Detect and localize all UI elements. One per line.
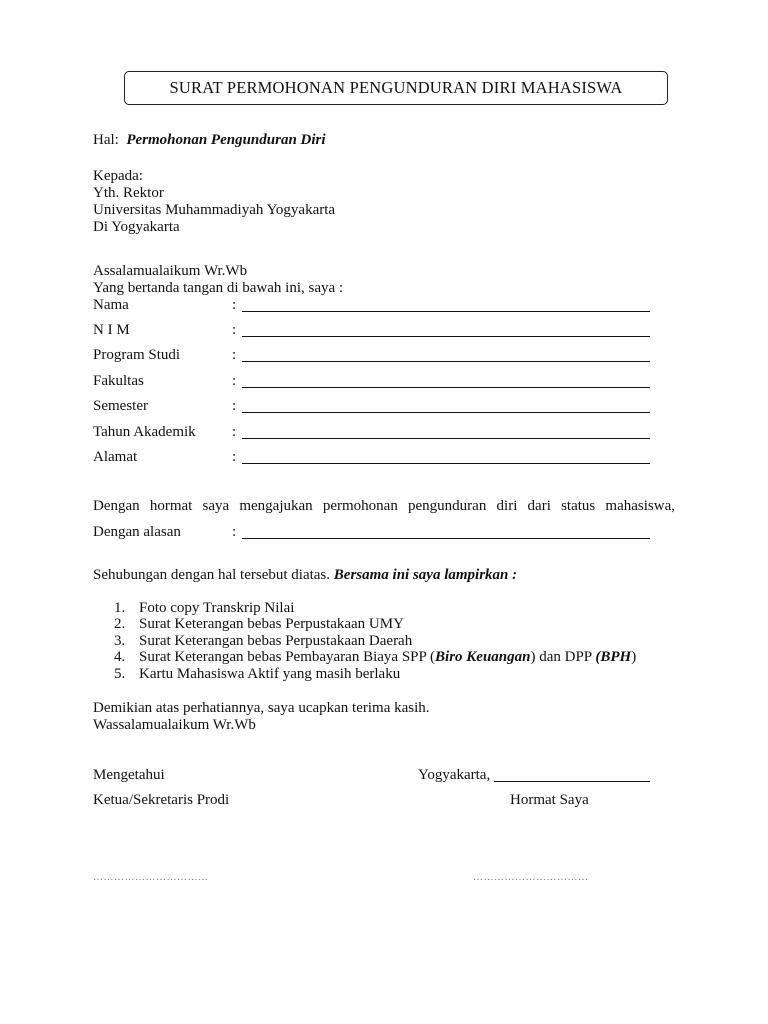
- field-label-fakultas: Fakultas: [93, 373, 144, 389]
- subject-label: Hal:: [93, 132, 119, 148]
- subject-line: [93, 132, 326, 149]
- letter-title: SURAT PERMOHONAN PENGUNDURAN DIRI MAHASISWA: [169, 78, 623, 97]
- field-label-tahun-akademik: Tahun Akademik: [93, 424, 196, 440]
- field-colon: :: [232, 424, 237, 440]
- sign-place: Yogyakarta,: [418, 767, 491, 783]
- list-number: 3.: [114, 632, 126, 649]
- recipient-line-2: Yth. Rektor: [93, 185, 164, 201]
- closing-line-2: Wassalamualaikum Wr.Wb: [93, 717, 256, 733]
- field-label-semester: Semester: [93, 398, 148, 414]
- field-line-program-studi[interactable]: [242, 361, 650, 362]
- attachment-intro: [93, 567, 517, 584]
- field-line-semester[interactable]: [242, 412, 650, 413]
- field-line-alamat[interactable]: [242, 463, 650, 464]
- field-colon: :: [232, 297, 237, 313]
- list-text: Surat Keterangan bebas Perpustakaan Daerah: [139, 632, 413, 649]
- list-number: 5.: [114, 665, 126, 682]
- date-line[interactable]: [494, 781, 650, 782]
- field-colon: :: [232, 322, 237, 338]
- field-line-nama[interactable]: [242, 311, 650, 312]
- field-line-fakultas[interactable]: [242, 387, 650, 388]
- list-text: Kartu Mahasiswa Aktif yang masih berlaku: [139, 665, 401, 682]
- list-text-part: ) dan DPP: [530, 649, 596, 666]
- signature-line-left: ……………………………: [93, 872, 209, 883]
- list-text: [139, 649, 636, 665]
- letter-title-box: [124, 71, 668, 105]
- field-label-nama: Nama: [93, 297, 129, 313]
- field-label-nim: N I M: [93, 322, 130, 338]
- recipient-line-4: Di Yogyakarta: [93, 219, 180, 235]
- field-colon: :: [232, 524, 237, 540]
- sign-right-role: Hormat Saya: [510, 792, 589, 808]
- field-label-program-studi: Program Studi: [93, 347, 181, 363]
- intro-text: Yang bertanda tangan di bawah ini, saya :: [93, 280, 344, 296]
- field-line-reason[interactable]: [242, 538, 650, 539]
- list-text-part: Surat Keterangan bebas Pembayaran Biaya SPP (: [139, 649, 436, 666]
- sign-left-role: Ketua/Sekretaris Prodi: [93, 792, 230, 808]
- reason-label: Dengan alasan: [93, 524, 181, 540]
- field-colon: :: [232, 449, 237, 465]
- recipient-line-1: Kepada:: [93, 168, 143, 184]
- list-number: 1.: [114, 600, 126, 616]
- field-line-tahun-akademik[interactable]: [242, 438, 650, 439]
- field-label-alamat: Alamat: [93, 449, 138, 465]
- field-colon: :: [232, 373, 237, 389]
- recipient-line-3: Universitas Muhammadiyah Yogyakarta: [93, 202, 336, 218]
- list-text-part: ): [631, 649, 637, 666]
- list-text-bold: (BPH: [595, 649, 632, 666]
- signature-line-right: ……………………………: [473, 872, 589, 883]
- field-colon: :: [232, 398, 237, 414]
- list-number: 2.: [114, 616, 126, 633]
- attachment-intro-bold: Bersama ini saya lampirkan :: [333, 567, 518, 583]
- closing-line-1: Demikian atas perhatiannya, saya ucapkan terima kasih.: [93, 700, 430, 716]
- list-text: Surat Keterangan bebas Perpustakaan UMY: [139, 616, 404, 633]
- subject-value: Permohonan Pengunduran Diri: [126, 132, 326, 148]
- sign-left-title: Mengetahui: [93, 767, 165, 783]
- attachment-intro-text: Sehubungan dengan hal tersebut diatas.: [93, 567, 331, 583]
- list-text: Foto copy Transkrip Nilai: [139, 600, 295, 616]
- list-number: 4.: [114, 649, 126, 666]
- field-line-nim[interactable]: [242, 336, 650, 337]
- field-colon: :: [232, 347, 237, 363]
- statement-text: Dengan hormat saya mengajukan permohonan pengunduran diri dari status mahasiswa,: [93, 498, 675, 514]
- greeting: Assalamualaikum Wr.Wb: [93, 263, 248, 279]
- list-text-bold: Biro Keuangan: [435, 649, 531, 666]
